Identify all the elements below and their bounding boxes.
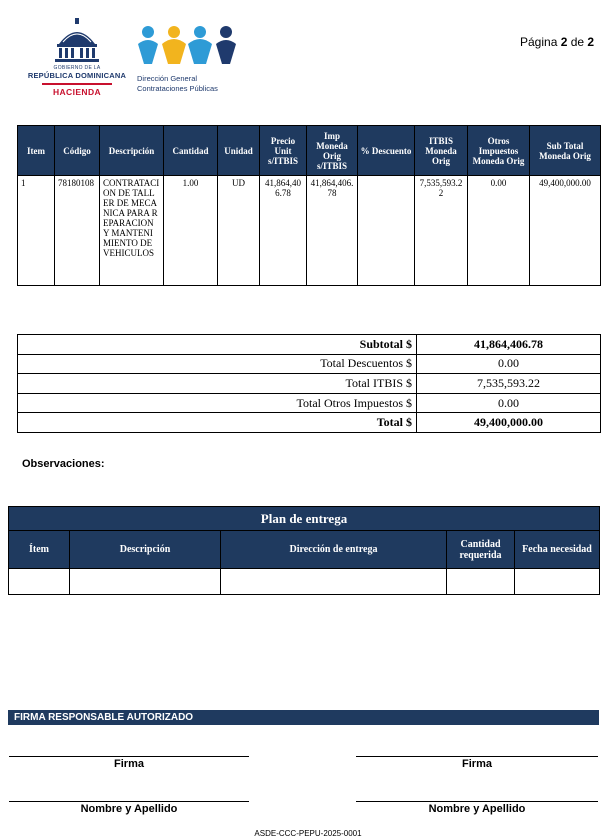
nombre-label-left: Nombre y Apellido — [80, 803, 178, 815]
cell-descripcion: CONTRATACION DE TALLER DE MECANICA PARA REPARACION Y MANTENIMIENTO DE VEHICULOS — [100, 176, 164, 286]
table-row — [9, 569, 600, 595]
firma-section-title: FIRMA RESPONSABLE AUTORIZADO — [8, 710, 599, 725]
col-codigo: Código — [55, 126, 100, 176]
itbis-value: 7,535,593.22 — [417, 374, 601, 394]
plan-cell-item — [9, 569, 70, 595]
dome-emblem-icon — [49, 18, 105, 64]
itbis-label: Total ITBIS $ — [18, 374, 417, 394]
page-current: 2 — [560, 35, 568, 49]
plan-col-descripcion: Descripción — [70, 531, 221, 569]
gov-logo-divider — [42, 83, 112, 85]
people-figures-icon — [136, 22, 240, 70]
plan-cell-direccion — [221, 569, 447, 595]
dgcp-logo-line1: Dirección General — [137, 74, 198, 83]
plan-title-row — [9, 507, 600, 531]
cell-unidad: UD — [218, 176, 260, 286]
observaciones-label: Observaciones: — [22, 458, 105, 470]
total-row — [18, 413, 601, 433]
plan-col-cantidad: Cantidad requerida — [447, 531, 515, 569]
subtotal-value: 41,864,406.78 — [417, 335, 601, 355]
nombre-line-left — [9, 801, 249, 802]
plan-header-row — [9, 531, 600, 569]
page-prefix: Página — [520, 35, 561, 49]
table-row — [18, 176, 601, 286]
descuentos-row — [18, 354, 601, 374]
otros-impuestos-value: 0.00 — [417, 393, 601, 413]
totals-table — [17, 334, 601, 433]
items-table — [17, 125, 601, 286]
dgcp-logo-line2: Contrataciones Públicas — [137, 84, 218, 93]
plan-col-fecha: Fecha necesidad — [515, 531, 600, 569]
col-otros-impuestos: Otros Impuestos Moneda Orig — [468, 126, 530, 176]
plan-col-direccion: Dirección de entrega — [221, 531, 447, 569]
otros-impuestos-row — [18, 393, 601, 413]
gobierno-hacienda-logo — [22, 18, 132, 102]
items-header-row — [18, 126, 601, 176]
firma-label-right: Firma — [462, 758, 492, 770]
nombre-label-right: Nombre y Apellido — [428, 803, 526, 815]
total-value: 49,400,000.00 — [417, 413, 601, 433]
firma-label-left: Firma — [114, 758, 144, 770]
col-unidad: Unidad — [218, 126, 260, 176]
nombre-line-right — [356, 801, 598, 802]
cell-codigo: 78180108 — [55, 176, 100, 286]
firma-line-left — [9, 756, 249, 757]
gov-logo-line1: GOBIERNO DE LA — [53, 65, 101, 71]
descuentos-label: Total Descuentos $ — [18, 354, 417, 374]
cell-cantidad: 1.00 — [164, 176, 218, 286]
plan-cell-cantidad — [447, 569, 515, 595]
col-itbis: ITBIS Moneda Orig — [415, 126, 468, 176]
firma-line-right — [356, 756, 598, 757]
cell-descuento — [358, 176, 415, 286]
document-code: ASDE-CCC-PEPU-2025-0001 — [254, 829, 362, 837]
cell-imp-moneda: 41,864,406.78 — [307, 176, 358, 286]
gov-logo-line3: HACIENDA — [52, 87, 102, 97]
page-number — [520, 35, 594, 49]
descuentos-value: 0.00 — [417, 354, 601, 374]
itbis-row — [18, 374, 601, 394]
cell-itbis: 7,535,593.22 — [415, 176, 468, 286]
dgcp-logo — [136, 22, 246, 98]
plan-cell-descripcion — [70, 569, 221, 595]
cell-sub-total: 49,400,000.00 — [530, 176, 601, 286]
page-total: 2 — [587, 35, 595, 49]
subtotal-label: Subtotal $ — [18, 335, 417, 355]
col-imp-moneda: Imp Moneda Orig s/ITBIS — [307, 126, 358, 176]
plan-entrega-title: Plan de entrega — [9, 507, 600, 531]
col-descripcion: Descripción — [100, 126, 164, 176]
col-descuento: % Descuento — [358, 126, 415, 176]
col-sub-total: Sub Total Moneda Orig — [530, 126, 601, 176]
plan-cell-fecha — [515, 569, 600, 595]
col-item: Item — [18, 126, 55, 176]
cell-item: 1 — [18, 176, 55, 286]
cell-otros-impuestos: 0.00 — [468, 176, 530, 286]
gov-logo-line2: REPÚBLICA DOMINICANA — [27, 71, 127, 80]
page-sep: de — [567, 35, 588, 49]
plan-entrega-table — [8, 506, 600, 595]
otros-impuestos-label: Total Otros Impuestos $ — [18, 393, 417, 413]
subtotal-row — [18, 335, 601, 355]
col-cantidad: Cantidad — [164, 126, 218, 176]
col-precio-unit: Precio Unit s/ITBIS — [260, 126, 307, 176]
plan-col-item: Ítem — [9, 531, 70, 569]
cell-precio-unit: 41,864,406.78 — [260, 176, 307, 286]
total-label: Total $ — [18, 413, 417, 433]
